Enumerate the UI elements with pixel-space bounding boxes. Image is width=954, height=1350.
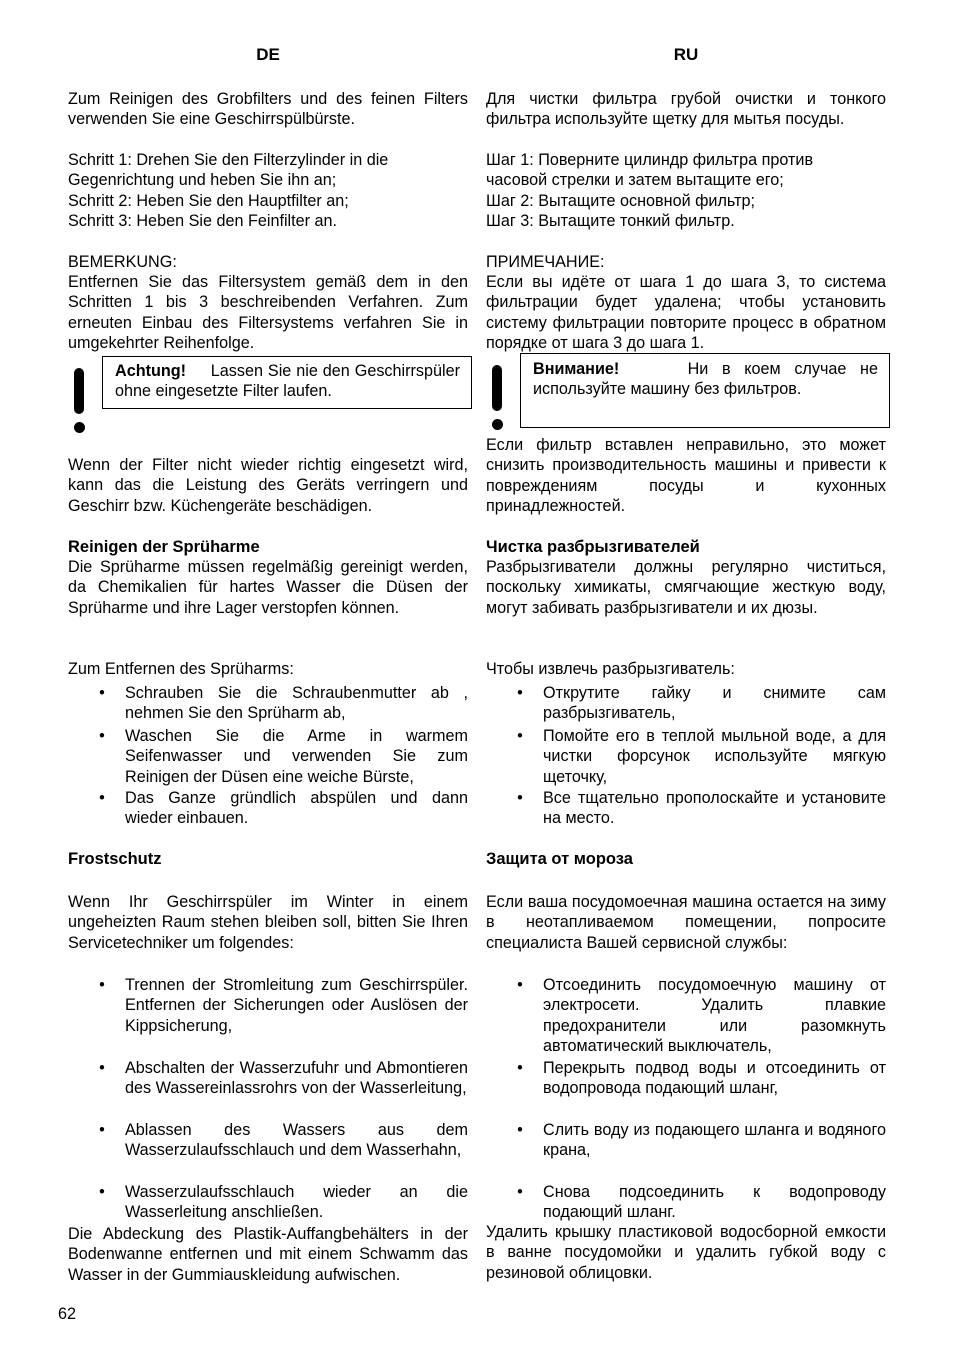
frost-heading-ru: Защита от мороза xyxy=(486,850,633,868)
step-3-de: Schritt 3: Heben Sie den Feinfilter an. xyxy=(68,212,338,231)
remove-intro-ru: Чтобы извлечь разбрызгиватель: xyxy=(486,660,735,678)
remove-item-3-de: • Das Ganze gründlich abspülen und dann wieder einbauen. xyxy=(125,788,468,829)
warning-box-ru xyxy=(520,353,890,428)
bullet-icon: • xyxy=(99,976,105,994)
bullet-icon: • xyxy=(517,1059,523,1077)
frost-item-4-ru: • Снова подсоединить к водопроводу подающий шланг. xyxy=(543,1182,886,1223)
step-3-ru: Шаг 3: Вытащите тонкий фильтр. xyxy=(486,212,735,231)
steps-list-de xyxy=(68,150,468,232)
bullet-icon: • xyxy=(99,789,105,807)
note-text-ru: Если вы идёте от шага 1 до шага 3, то система фильтрации будет удалена; чтобы установить систему фильтрации повторите процесс в обратном порядке от шага 3 до шага 1. xyxy=(486,273,886,353)
note-label-ru: ПРИМЕЧАНИЕ: xyxy=(486,253,605,271)
warning-box-de xyxy=(102,356,472,409)
language-heading-ru: RU xyxy=(673,45,699,64)
page-number: 62 xyxy=(58,1305,77,1323)
bullet-icon: • xyxy=(99,1183,105,1201)
bullet-icon: • xyxy=(99,727,105,745)
bullet-icon: • xyxy=(517,789,523,807)
frost-item-3-de: • Ablassen des Wassers aus dem Wasserzulaufsschlauch und dem Wasserhahn, xyxy=(125,1120,468,1161)
final-text-ru: Удалить крышку пластиковой водосборной емкости в ванне посудомойки и удалить губкой воду с резиновой облицовки. xyxy=(486,1223,886,1282)
note-label-de: BEMERKUNG: xyxy=(68,253,177,271)
frost-item-2-de: • Abschalten der Wasserzufuhr und Abmontieren des Wassereinlassrohrs von der Wasserleitung, xyxy=(125,1058,468,1099)
warning-label-ru: Внимание! xyxy=(533,360,620,378)
bullet-icon: • xyxy=(517,684,523,702)
spray-heading-ru: Чистка разбрызгивателей xyxy=(486,538,700,556)
step-1-ru: Шаг 1: Поверните цилиндр фильтра против часовой стрелки и затем вытащите его; xyxy=(486,151,814,190)
bullet-icon: • xyxy=(99,1121,105,1139)
frost-text-ru: Если ваша посудомоечная машина остается на зиму в неотапливаемом помещении, попросите специалиста Вашей сервисной службы: xyxy=(486,893,886,952)
bullet-icon: • xyxy=(99,1059,105,1077)
frost-item-4-de: • Wasserzulaufsschlauch wieder an die Wasserleitung anschließen. xyxy=(125,1182,468,1223)
bullet-icon: • xyxy=(99,684,105,702)
after-warning-de: Wenn der Filter nicht wieder richtig eingesetzt wird, kann das die Leistung des Geräts verringern und Geschirr bzw. Küchengeräte beschädigen. xyxy=(68,456,468,515)
language-heading-de: DE xyxy=(256,45,280,64)
steps-list-ru xyxy=(486,150,886,232)
remove-item-3-ru: • Все тщательно прополоскайте и установите на место. xyxy=(543,788,886,829)
frost-text-de: Wenn Ihr Geschirrspüler im Winter in einem ungeheizten Raum stehen bleiben soll, bitten Sie Ihren Servicetechniker um folgendes: xyxy=(68,893,468,952)
step-2-ru: Шаг 2: Вытащите основной фильтр; xyxy=(486,191,756,210)
spray-text-de: Die Sprüharme müssen regelmäßig gereinigt werden, da Chemikalien für hartes Wasser die Düsen der Sprüharme und ihre Lager verstopfen können. xyxy=(68,558,468,617)
step-2-de: Schritt 2: Heben Sie den Hauptfilter an; xyxy=(68,191,349,210)
frost-item-1-de: • Trennen der Stromleitung zum Geschirrspüler. Entfernen der Sicherungen oder Auslösen der Kippsicherung, xyxy=(125,975,468,1036)
bullet-icon: • xyxy=(517,976,523,994)
intro-paragraph-ru: Для чистки фильтра грубой очистки и тонкого фильтра используйте щетку для мытья посуды. xyxy=(486,90,886,129)
note-text-de: Entfernen Sie das Filtersystem gemäß dem in den Schritten 1 bis 3 beschreibenden Verfahren. Zum erneuten Einbau des Filtersystems verfahren Sie in umgekehrter Reihenfolge. xyxy=(68,273,468,353)
frost-item-2-ru: • Перекрыть подвод воды и отсоединить от водопровода подающий шланг, xyxy=(543,1058,886,1099)
spray-text-ru: Разбрызгиватели должны регулярно чиститься, поскольку химикаты, смягчающие жесткую воду, могут забивать разбрызгиватели и их дюзы. xyxy=(486,558,886,617)
bullet-icon: • xyxy=(517,1121,523,1139)
step-1-de: Schritt 1: Drehen Sie den Filterzylinder in die Gegenrichtung und heben Sie ihn an; xyxy=(68,151,389,190)
warning-label-de: Achtung! xyxy=(115,362,187,380)
remove-item-1-de: • Schrauben Sie die Schraubenmutter ab , nehmen Sie den Sprüharm ab, xyxy=(125,683,468,724)
remove-item-1-ru: • Открутите гайку и снимите сам разбрызгиватель, xyxy=(543,683,886,724)
frost-item-3-ru: • Слить воду из подающего шланга и водяного крана, xyxy=(543,1120,886,1161)
bullet-icon: • xyxy=(517,1183,523,1201)
intro-paragraph-de: Zum Reinigen des Grobfilters und des feinen Filters verwenden Sie eine Geschirrspülbürste. xyxy=(68,90,468,129)
warning-text-de: Lassen Sie nie den Geschirrspüler ohne eingesetzte Filter laufen. xyxy=(115,362,460,401)
frost-item-1-ru: • Отсоединить посудомоечную машину от электросети. Удалить плавкие предохранители или разомкнуть автоматический выключатель, xyxy=(543,975,886,1057)
remove-item-2-de: • Waschen Sie die Arme in warmem Seifenwasser und verwenden Sie zum Reinigen der Düsen eine weiche Bürste, xyxy=(125,726,468,787)
spray-heading-de: Reinigen der Sprüharme xyxy=(68,538,260,556)
warning-text-ru: Ни в коем случае не используйте машину без фильтров. xyxy=(533,360,878,399)
frost-heading-de: Frostschutz xyxy=(68,850,162,868)
final-text-de: Die Abdeckung des Plastik-Auffangbehälters in der Bodenwanne entfernen und mit einem Schwamm das Wasser in der Gummiauskleidung aufwischen. xyxy=(68,1225,468,1284)
after-warning-ru: Если фильтр вставлен неправильно, это может снизить производительность машины и привести к повреждениям посуды и кухонных принадлежностей. xyxy=(486,436,886,516)
remove-item-2-ru: • Помойте его в теплой мыльной воде, а для чистки форсунок используйте мягкую щеточку, xyxy=(543,726,886,787)
bullet-icon: • xyxy=(517,727,523,745)
remove-intro-de: Zum Entfernen des Sprüharms: xyxy=(68,660,294,678)
